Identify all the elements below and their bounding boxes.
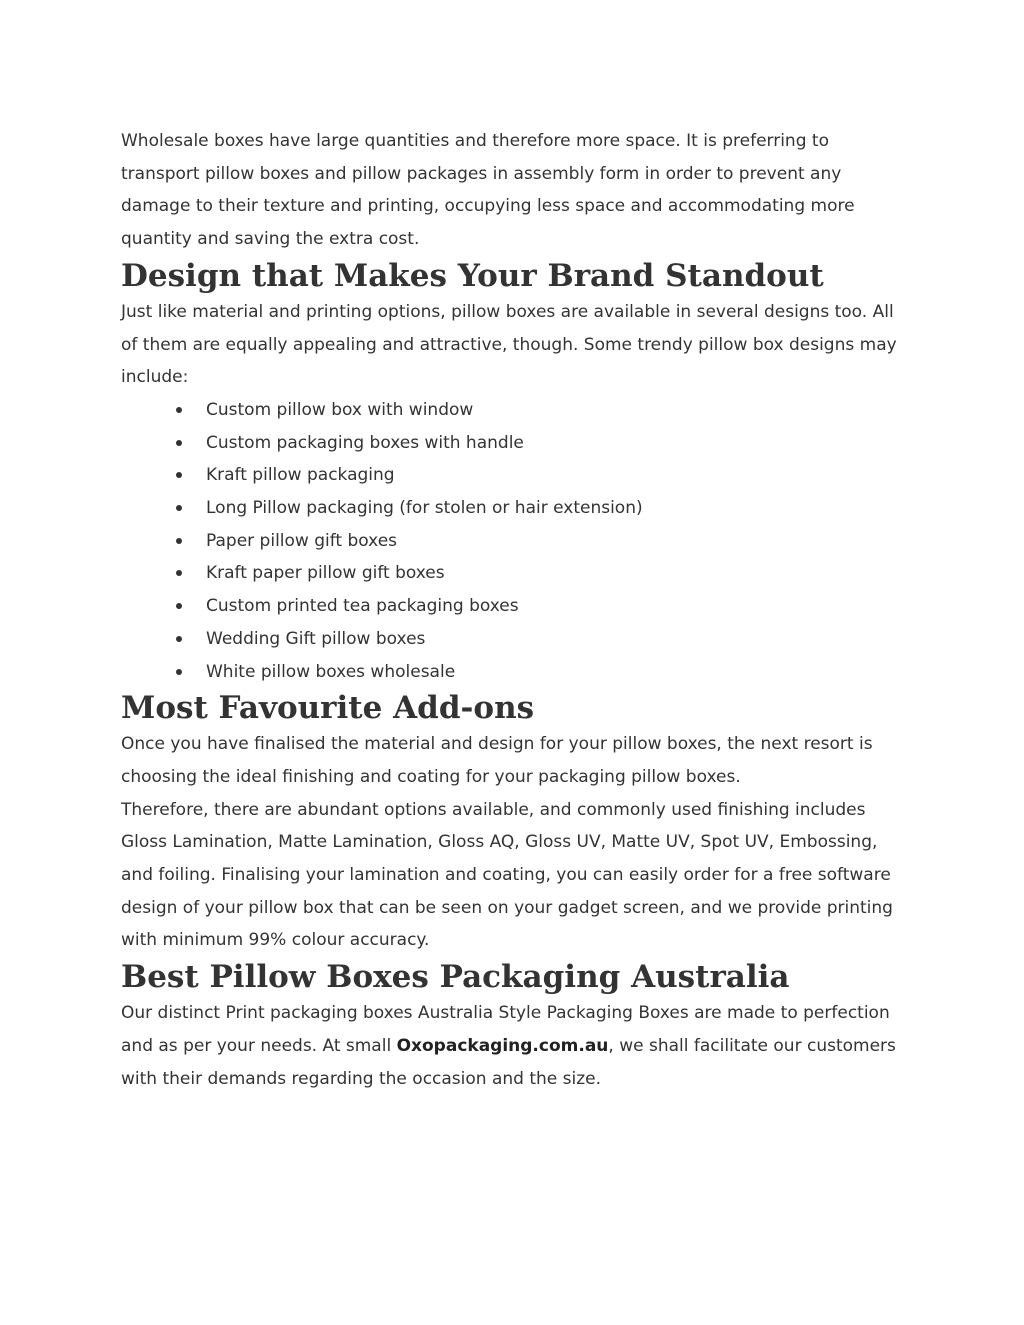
australia-heading: Best Pillow Boxes Packaging Australia [121, 959, 790, 996]
list-item-text: Kraft paper pillow gift boxes [206, 563, 445, 584]
australia-text-after: , we shall facilitate our customers with their demands regarding the occasion and the size. [121, 1035, 896, 1089]
document-page [121, 125, 901, 1095]
addons-paragraph-1: Once you have finalised the material and design for your pillow boxes, the next resort is choosing the ideal finishing and coating for your packaging pillow boxes. [121, 734, 873, 787]
list-item [206, 590, 901, 623]
list-item [206, 557, 901, 590]
bullet-icon [176, 407, 182, 413]
design-list [121, 394, 901, 688]
bullet-icon [176, 570, 182, 576]
bullet-icon [176, 472, 182, 478]
bullet-icon [176, 538, 182, 544]
intro-paragraph: Wholesale boxes have large quantities and therefore more space. It is preferring to transport pillow boxes and pillow packages in assembly form in order to prevent any damage to their texture and printing, occupying less space and accommodating more quantity and saving the extra cost. [121, 131, 855, 250]
list-item [206, 492, 901, 525]
list-item-text: Custom printed tea packaging boxes [206, 596, 519, 617]
addons-paragraph-2: Therefore, there are abundant options available, and commonly used finishing includes Gloss Lamination, Matte Lamination, Gloss AQ, Gloss UV, Matte UV, Spot UV, Embossing, and foiling. Finalising your lamination and coating, you can easily order for a free software design of your pillow box that can be seen on your gadget screen, and we provide printing with minimum 99% colour accuracy. [121, 799, 893, 951]
list-item [206, 525, 901, 558]
list-item [206, 656, 901, 689]
design-paragraph: Just like material and printing options, pillow boxes are available in several designs too. All of them are equally appealing and attractive, though. Some trendy pillow box designs may include: [121, 301, 897, 388]
list-item-text: White pillow boxes wholesale [206, 661, 456, 682]
list-item [206, 394, 901, 427]
list-item [206, 459, 901, 492]
australia-paragraph [121, 997, 901, 1095]
bullet-icon [176, 603, 182, 609]
addons-heading: Most Favourite Add-ons [121, 690, 535, 727]
list-item [206, 623, 901, 656]
bullet-icon [176, 669, 182, 675]
list-item-text: Custom packaging boxes with handle [206, 432, 524, 453]
list-item-text: Long Pillow packaging (for stolen or hair extension) [206, 498, 643, 519]
bullet-icon [176, 636, 182, 642]
list-item-text: Paper pillow gift boxes [206, 530, 398, 551]
bullet-icon [176, 505, 182, 511]
brand-name: Oxopackaging.com.au [396, 1035, 609, 1056]
list-item-text: Kraft pillow packaging [206, 465, 395, 486]
australia-text-before: Our distinct Print packaging boxes Australia Style Packaging Boxes are made to perfection and as per your needs. At small [121, 1003, 890, 1056]
bullet-icon [176, 440, 182, 446]
design-heading: Design that Makes Your Brand Standout [121, 257, 824, 294]
list-item-text: Custom pillow box with window [206, 399, 474, 420]
list-item-text: Wedding Gift pillow boxes [206, 628, 426, 649]
list-item [206, 427, 901, 460]
